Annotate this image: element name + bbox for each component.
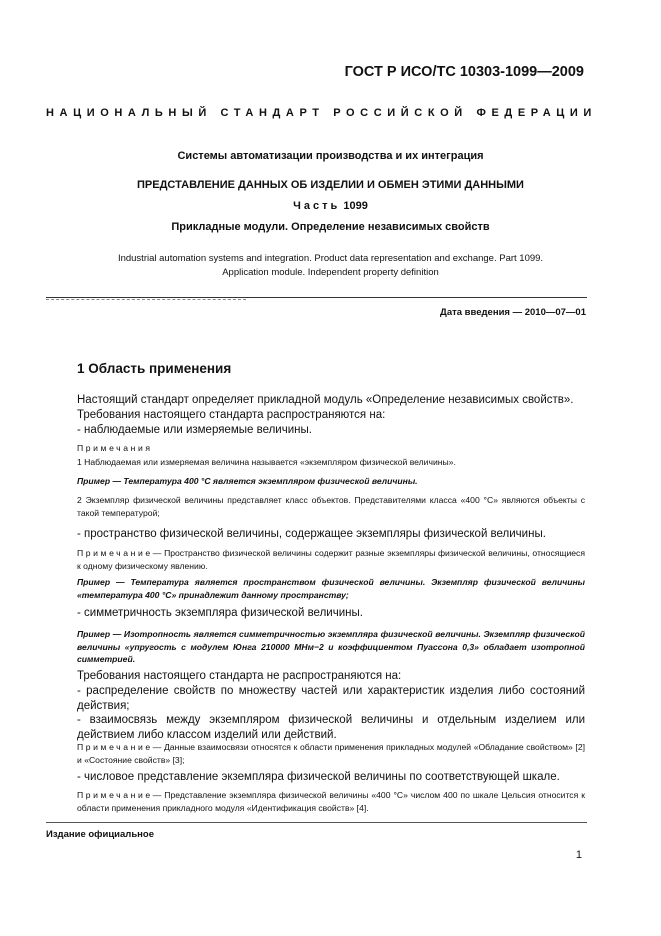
- part-word: Часть: [293, 200, 341, 212]
- subtitle: Прикладные модули. Определение независимых свойств: [171, 221, 490, 233]
- note-2: 2 Экземпляр физической величины представляет класс объектов. Представителями класса «400 °С» являются объекты с такой температурой;: [77, 495, 585, 518]
- note-1: 1 Наблюдаемая или измеряемая величина называется «экземпляром физической величины».: [77, 457, 456, 467]
- footer-divider: [46, 822, 587, 823]
- note-4-label: Примечание: [77, 742, 153, 752]
- note-4-text: — Данные взаимосвязи относятся к области применения прикладных модулей «Обладание свойством» [2] и «Состояние свойств» [3];: [77, 742, 585, 765]
- section-heading: 1 Область применения: [77, 361, 232, 376]
- standard-banner: НАЦИОНАЛЬНЫЙ СТАНДАРТ РОССИЙСКОЙ ФЕДЕРАЦИИ: [46, 107, 597, 119]
- note-3-label: Примечание: [77, 548, 153, 558]
- paragraph-6: Требования настоящего стандарта не распространяются на:: [77, 670, 402, 682]
- note-5-label: Примечание: [77, 790, 153, 800]
- note-4: [77, 741, 585, 766]
- example-2: Пример — Температура является пространством физической величины. Экземпляр физической величины «температура 400 °С» принадлежит данному пространству;: [77, 577, 585, 600]
- official-edition-label: Издание официальное: [46, 829, 154, 840]
- note-3: [77, 547, 585, 572]
- paragraph-1: Настоящий стандарт определяет прикладной модуль «Определение независимых свойств».: [77, 394, 574, 406]
- paragraph-8: - взаимосвязь между экземпляром физической величины и отдельным изделием или действием либо классом изделий или действий.: [77, 714, 585, 741]
- paragraph-7: - распределение свойств по множеству частей или характеристик изделия либо состояний действия;: [77, 685, 585, 712]
- main-title: ПРЕДСТАВЛЕНИЕ ДАННЫХ ОБ ИЗДЕЛИИ И ОБМЕН ЭТИМИ ДАННЫМИ: [137, 179, 524, 191]
- document-code: ГОСТ Р ИСО/ТС 10303-1099—2009: [344, 64, 584, 80]
- paragraph-9: - числовое представление экземпляра физической величины по соответствующей шкале.: [77, 771, 560, 783]
- part-title: [0, 200, 661, 212]
- english-title-line-2: Application module. Independent property definition: [222, 267, 439, 278]
- paragraph-3: - наблюдаемые или измеряемые величины.: [77, 424, 312, 436]
- paragraph-4: - пространство физической величины, содержащее экземпляры физической величины.: [77, 528, 546, 540]
- part-number: 1099: [343, 200, 368, 212]
- series-title: Системы автоматизации производства и их интеграция: [177, 150, 484, 162]
- note-5-text: — Представление экземпляра физической величины «400 °С» числом 400 по шкале Цельсия относится к области применения прикладного модуля «Идентификация свойств» [4].: [77, 790, 585, 813]
- note-5: [77, 789, 585, 814]
- introduction-date: Дата введения — 2010—07—01: [440, 307, 586, 318]
- note-3-text: — Пространство физической величины содержит разные экземпляры физической величины, относящиеся к одному физическому явлению.: [77, 548, 585, 571]
- page-number: 1: [575, 849, 582, 861]
- title-divider: [46, 297, 587, 298]
- paragraph-5: - симметричность экземпляра физической величины.: [77, 607, 363, 619]
- notes-label: Примечания: [77, 443, 153, 453]
- title-divider-shadow: [46, 299, 246, 300]
- english-title-line-1: Industrial automation systems and integration. Product data representation and exchange. Part 1099.: [117, 253, 544, 264]
- paragraph-2: Требования настоящего стандарта распространяются на:: [77, 409, 386, 421]
- example-3: Пример — Изотропность является симметричностью экземпляра физической величины. Экземпляр физической величины «упругость с модулем Юнга 210000 МНм−2 и коэффициентом Пуассона 0,3» обладает изотропной симметрией.: [77, 629, 585, 664]
- english-title: [0, 252, 661, 280]
- example-1: Пример — Температура 400 °С является экземпляром физической величины.: [77, 476, 418, 486]
